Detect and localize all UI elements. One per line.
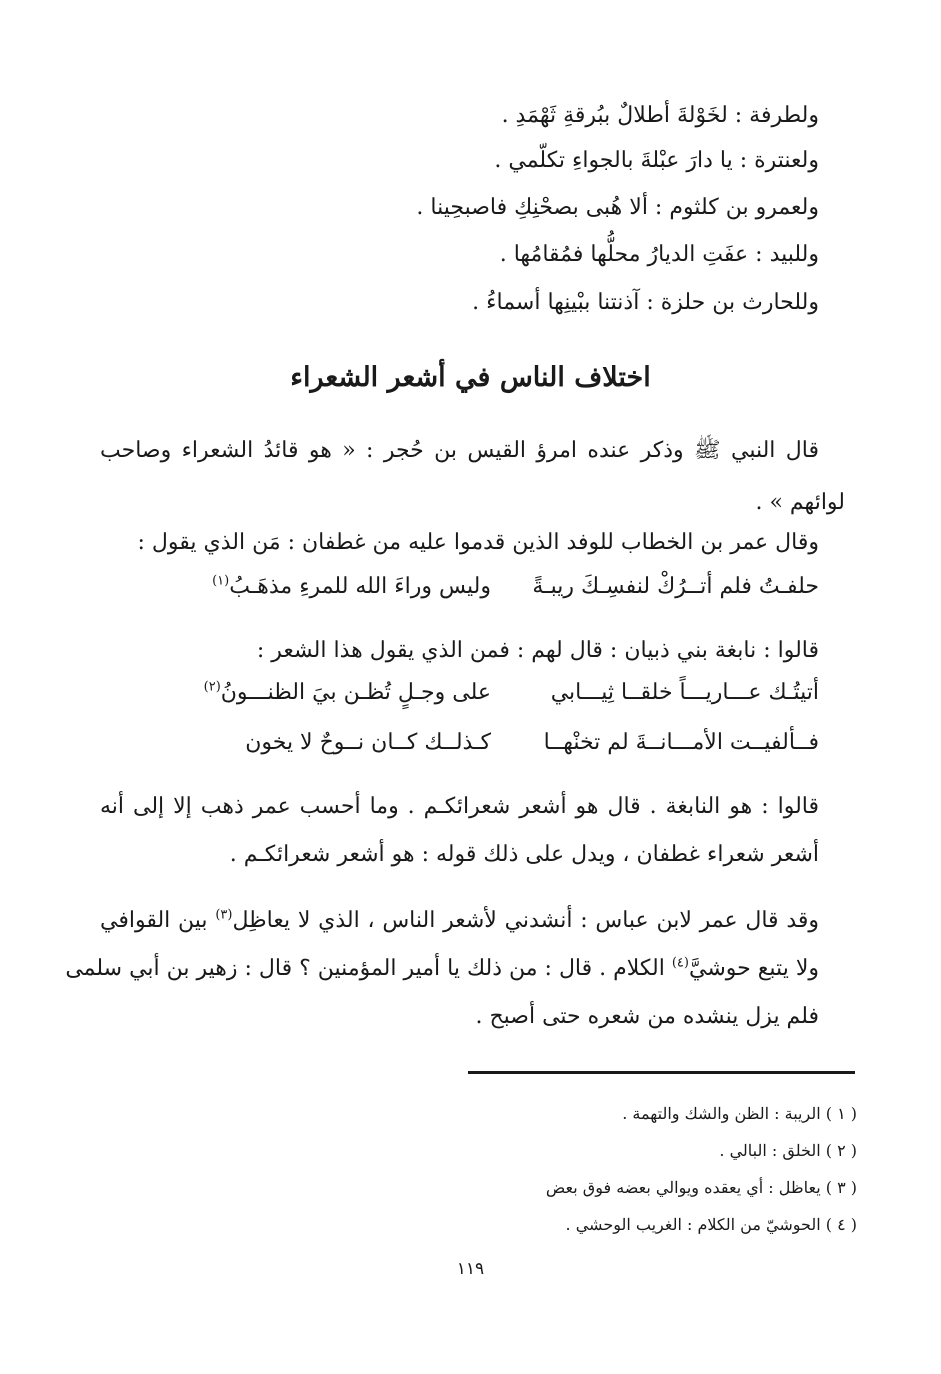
para5-line2-a: ولا يتبع حوشيَّ [688,956,819,981]
para5-line1 [100,906,819,936]
footnote-3 [546,1177,857,1199]
para5-line1-b: بين القوافي [100,908,208,933]
para5-line2-b: الكلام . قال : من ذلك يا أمير المؤمنين ؟ قال : زهير بن أبي سلمى [65,956,665,981]
para2-line1: وقال عمر بن الخطاب للوفد الذين قدموا عليه من غطفان : مَن الذي يقول : [137,530,819,555]
opening-line-labid: وللبيد : عفَتِ الديارُ محلُّها فمُقامُها . [499,242,819,267]
verse1-left-text: وليس وراءَ الله للمرءِ مذهَـبُ [229,574,491,599]
footnote-ref-1: (١) [212,573,230,589]
footnote-4 [566,1214,857,1236]
footnote-2-text: الخلق : البالي . [719,1141,821,1160]
para1-line2: لوائهم » . [755,490,845,515]
opening-line-harith: وللحارث بن حلزة : آذنتنا ببْينِها أسماءُ . [472,290,819,315]
para4-line2: أشعر شعراء غطفان ، ويدل على ذلك قوله : هو أشعر شعرائكـم . [229,842,819,867]
para3-line1: قالوا : نابغة بني ذبيان : قال لهم : فمن الذي يقول هذا الشعر : [256,638,819,663]
opening-line-tarafa: ولطرفة : لخَوْلةَ أطلالٌ ببُرقةِ ثَهْمَدِ . [501,103,819,128]
footnote-1 [622,1103,857,1125]
verse2-left-text: على وجـلٍ تُظـن بيَ الظنـــونُ [220,680,491,705]
verse1-right-hemistich: حلفـتُ فلم أتــرُكْ لنفسِـكَ ريبـةً [532,574,819,599]
footnote-3-number: ( ٣ ) [825,1178,857,1197]
verse3-right-hemistich: فــألفيــت الأمـــانــةَ لم تخنْهــا [543,730,819,755]
para5-line3: فلم يزل ينشده من شعره حتى أصبح . [475,1004,819,1029]
footnote-1-text: الريبة : الظن والشك والتهمة . [622,1104,821,1123]
footnote-ref-3: (٣) [215,907,233,923]
verse2-left-hemistich [204,678,491,708]
para5-line1-a: وقد قال عمر لابن عباس : أنشدني لأشعر الناس ، الذي لا يعاظِل [232,908,820,933]
footnote-ref-2: (٢) [203,679,221,695]
footnote-4-text: الحوشيّ من الكلام : الغريب الوحشي . [565,1215,821,1234]
footnote-2 [719,1140,857,1162]
footnote-4-number: ( ٤ ) [825,1215,857,1234]
verse1-left-hemistich [212,572,491,602]
opening-line-amr: ولعمرو بن كلثوم : ألا هُبى بصحْنِكِ فاصبحِينا . [416,195,819,220]
footnote-separator [468,1071,855,1074]
footnote-2-number: ( ٢ ) [825,1141,857,1160]
footnote-1-number: ( ١ ) [825,1104,857,1123]
para5-line2 [65,954,819,984]
footnote-3-text: يعاظل : أي يعقده ويوالي بعضه فوق بعض [545,1178,821,1197]
verse3-left-hemistich: كـذلــك كــان نــوحٌ لا يخون [245,730,491,755]
opening-line-antara: ولعنترة : يا دارَ عبْلةَ بالجواءِ تكلّمي . [494,148,819,173]
page-number: ١١٩ [456,1259,485,1279]
para4-line1: قالوا : هو النابغة . قال هو أشعر شعرائكـم . وما أحسب عمر ذهب إلا إلى أنه [100,794,819,819]
footnote-ref-4: (٤) [671,955,689,971]
section-heading: اختلاف الناس في أشعر الشعراء [290,362,651,393]
verse2-right-hemistich: أتيتُـك عـــاريـــاً خلقــا ثِيـــابي [550,680,819,705]
para1-line1: قال النبي ﷺ وذكر عنده امرؤ القيس بن حُجر : « هو قائدُ الشعراء وصاحب [100,438,819,463]
